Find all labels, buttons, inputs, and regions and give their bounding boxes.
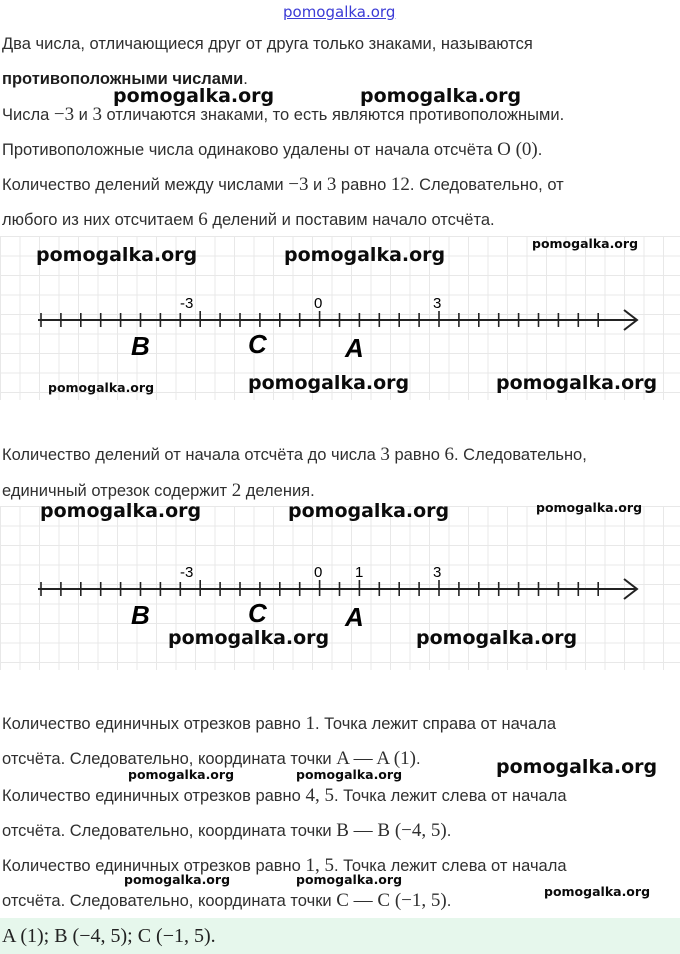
watermark: pomogalka.org xyxy=(113,85,275,107)
para-b-coord: отсчёта. Следовательно, координата точки B — B (−4, 5). xyxy=(2,820,452,841)
point-label-b: B xyxy=(131,600,150,630)
watermark-top[interactable]: pomogalka.org xyxy=(283,3,396,21)
watermark: pomogalka.org xyxy=(416,627,578,649)
watermark: pomogalka.org xyxy=(48,380,155,395)
para-count: любого из них отсчитаем 6 делений и поставим начало отсчёта. xyxy=(2,209,495,230)
point-label-c: C xyxy=(248,598,267,628)
point-label-c: C xyxy=(248,329,267,359)
watermark: pomogalka.org xyxy=(544,884,651,899)
tick-label-3: 3 xyxy=(433,564,442,581)
watermark: pomogalka.org xyxy=(36,244,198,266)
point-label-a: A xyxy=(345,602,364,632)
watermark: pomogalka.org xyxy=(248,372,410,394)
tick-label-3: 3 xyxy=(433,295,442,312)
watermark: pomogalka.org xyxy=(496,372,658,394)
tick-label-1: 1 xyxy=(355,564,364,581)
tick-label-minus3: -3 xyxy=(180,564,194,581)
para-opposite: Числа −3 и 3 отличаются знаками, то есть являются противоположными. xyxy=(2,104,565,125)
para-b-count: Количество единичных отрезков равно 4, 5. Точка лежит слева от начала xyxy=(2,785,567,806)
watermark: pomogalka.org xyxy=(288,500,450,522)
answer-text: A (1); B (−4, 5); C (−1, 5). xyxy=(2,925,216,947)
para-origin: Противоположные числа одинаково удалены от начала отсчёта O (0). xyxy=(2,139,543,160)
point-label-b: B xyxy=(131,331,150,361)
para-c-count: Количество единичных отрезков равно 1, 5. Точка лежит слева от начала xyxy=(2,855,567,876)
watermark: pomogalka.org xyxy=(168,627,330,649)
para-c-coord: отсчёта. Следовательно, координата точки C — C (−1, 5). xyxy=(2,890,452,911)
watermark: pomogalka.org xyxy=(124,872,231,887)
para-a-count: Количество единичных отрезков равно 1. Точка лежит справа от начала xyxy=(2,713,557,734)
tick-label-0: 0 xyxy=(314,295,323,312)
para-definition: Два числа, отличающиеся друг от друга только знаками, называются xyxy=(2,35,533,53)
watermark: pomogalka.org xyxy=(128,767,235,782)
watermark: pomogalka.org xyxy=(532,236,639,251)
para-unit-segment: единичный отрезок содержит 2 деления. xyxy=(2,480,315,501)
para-a-coord: отсчёта. Следовательно, координата точки A — A (1). xyxy=(2,748,421,769)
watermark: pomogalka.org xyxy=(284,244,446,266)
watermark: pomogalka.org xyxy=(296,872,403,887)
watermark: pomogalka.org xyxy=(40,500,202,522)
watermark: pomogalka.org xyxy=(296,767,403,782)
para-definition-bold: противоположными числами. xyxy=(2,70,248,88)
watermark: pomogalka.org xyxy=(360,85,522,107)
point-label-a: A xyxy=(345,333,364,363)
watermark: pomogalka.org xyxy=(496,756,658,778)
tick-label-minus3: -3 xyxy=(180,295,194,312)
number-line-2 xyxy=(0,506,680,670)
para-unit-count: Количество делений от начала отсчёта до числа 3 равно 6. Следовательно, xyxy=(2,444,587,465)
tick-label-0: 0 xyxy=(314,564,323,581)
para-divisions: Количество делений между числами −3 и 3 равно 12. Следовательно, от xyxy=(2,174,564,195)
answer-box xyxy=(0,918,680,954)
watermark: pomogalka.org xyxy=(536,500,643,515)
